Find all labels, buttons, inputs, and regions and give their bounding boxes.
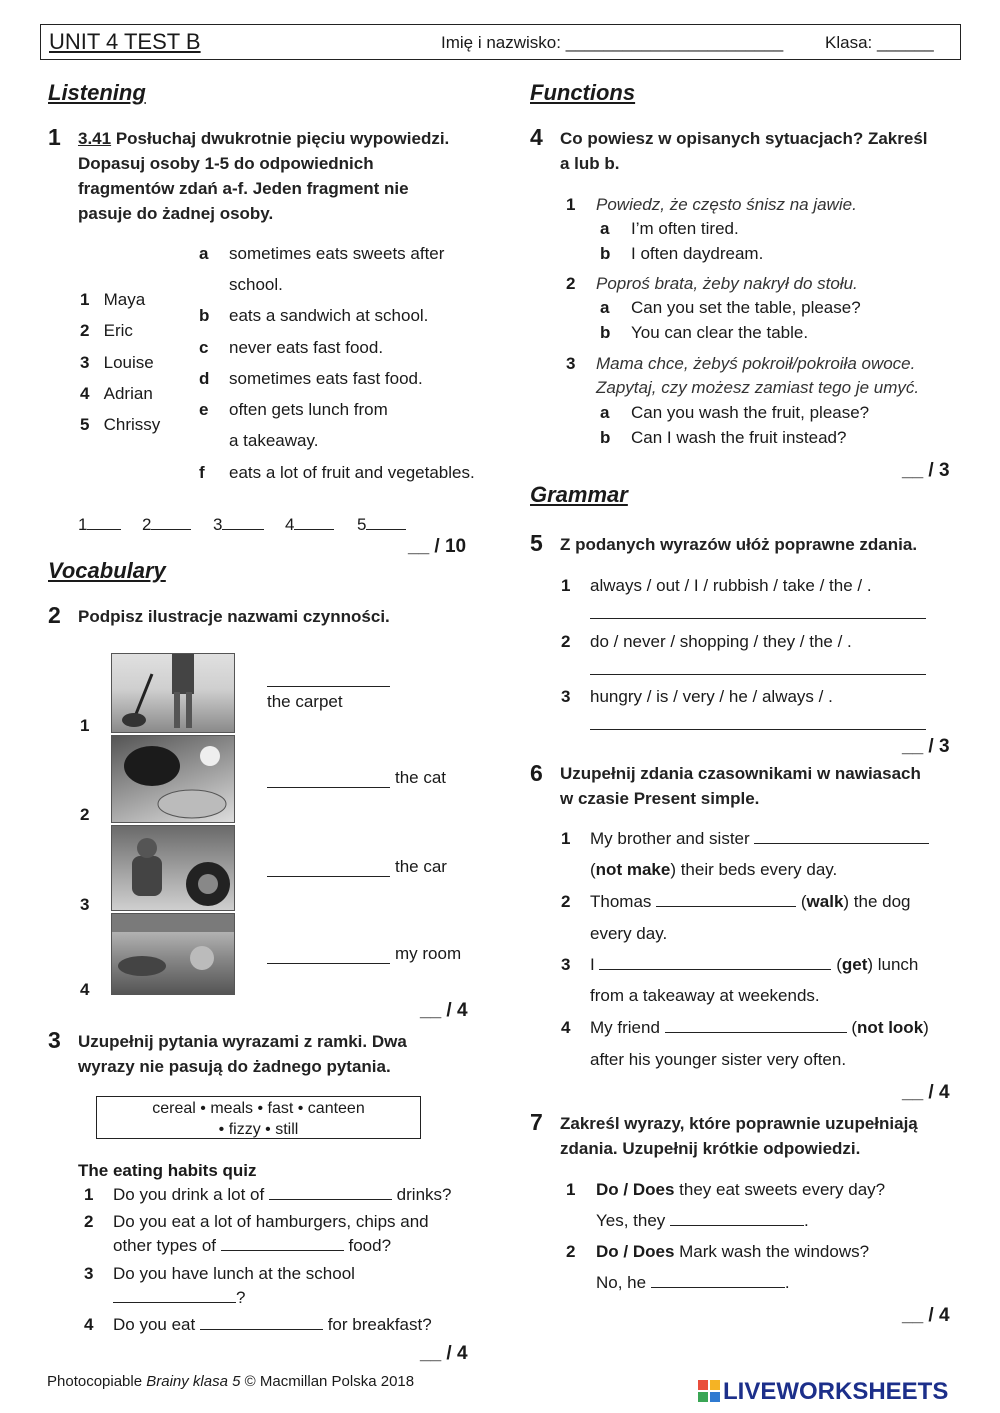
q4-option-3b[interactable]: Can I wash the fruit instead? (631, 428, 847, 447)
q3-item-2b: other types of food? (113, 1236, 392, 1255)
q5-score: __ / 3 (902, 736, 950, 757)
photo-washing-car (111, 825, 235, 911)
photo-feeding-cat (111, 735, 235, 823)
q3-blank-4[interactable] (200, 1329, 323, 1330)
answer-blank[interactable] (294, 529, 334, 530)
q6-blank-2[interactable] (656, 906, 796, 907)
answer-blank[interactable] (222, 529, 264, 530)
q2-object-2: the cat (395, 768, 447, 787)
q7-choice-1[interactable]: Do / Does (596, 1180, 675, 1199)
q2-blank-4[interactable] (267, 963, 390, 964)
photo-tidying-room (111, 913, 235, 995)
q5-words-1: always / out / I / rubbish / take / the / . (590, 576, 872, 595)
q4-situation-2: Poproś brata, żeby nakrył do stołu. (596, 274, 858, 293)
q2-instruction: Podpisz ilustracje nazwami czynności. (78, 607, 390, 626)
person-name: Eric (103, 321, 133, 340)
q6-instruction: Uzupełnij zdania czasownikami w nawiasach w czasie Present simple. (560, 764, 921, 808)
q3-item-3: Do you have lunch at the school (113, 1264, 355, 1283)
person-name: Chrissy (103, 415, 161, 434)
q1-number: 1 (48, 124, 61, 150)
q3-item-4: Do you eat for breakfast? (113, 1315, 432, 1334)
q2-blank-2[interactable] (267, 787, 390, 788)
q7-blank-1[interactable] (670, 1225, 804, 1226)
q5-instruction: Z podanych wyrazów ułóż poprawne zdania. (560, 535, 918, 554)
q3-score: __ / 4 (420, 1343, 468, 1364)
section-vocabulary: Vocabulary (48, 558, 166, 583)
q4-situation-3b: Zapytaj, czy możesz zamiast tego je umyć. (596, 378, 920, 397)
option-text: sometimes eats sweets after (229, 244, 445, 263)
q6-item-1: My brother and sister (590, 829, 929, 849)
q3-instruction: Uzupełnij pytania wyrazami z ramki. Dwa wyrazy nie pasują do żadnego pytania. (78, 1032, 407, 1076)
q3-blank-2[interactable] (221, 1250, 344, 1251)
section-listening: Listening (48, 80, 146, 105)
q7-number: 7 (530, 1109, 543, 1135)
q7-choice-2[interactable]: Do / Does (596, 1242, 675, 1261)
answer-blank[interactable] (87, 529, 121, 530)
room-icon (112, 914, 235, 995)
header-box (40, 24, 961, 60)
q6-item-4b: after his younger sister very often. (590, 1050, 847, 1069)
q1-track: 3.41 (78, 129, 112, 148)
liveworksheets-logo[interactable]: LIVEWORKSHEETS (698, 1378, 948, 1406)
q5-words-3: hungry / is / very / he / always / . (590, 687, 833, 706)
q6-item-2b: every day. (590, 924, 668, 943)
q7-blank-2[interactable] (651, 1287, 785, 1288)
q1-instruction: 3.41 Posłuchaj dwukrotnie pięciu wypowiedzi. Dopasuj osoby 1-5 do odpowiednich fragmentów zdań a-f. Jeden fragment nie pasuje do żadnej osoby. (78, 129, 450, 223)
q2-blank-1[interactable] (267, 686, 390, 687)
answer-blank[interactable] (366, 529, 406, 530)
q7-item-1: Do / Does they eat sweets every day? (596, 1180, 886, 1199)
q6-blank-1[interactable] (754, 843, 929, 844)
q6-blank-3[interactable] (599, 969, 831, 970)
answer-blank[interactable] (151, 529, 191, 530)
q5-answer-line-2[interactable] (590, 674, 926, 675)
cat-icon (112, 736, 235, 823)
q4-situation-1: Powiedz, że często śnisz na jawie. (596, 195, 857, 214)
section-functions: Functions (530, 80, 636, 105)
q5-number: 5 (530, 530, 543, 556)
q6-item-1b: (not make) their beds every day. (590, 860, 838, 879)
test-title: UNIT 4 TEST B (49, 29, 201, 54)
q4-option-2a[interactable]: Can you set the table, please? (631, 298, 861, 317)
q4-instruction: Co powiesz w opisanych sytuacjach? Zakreśl a lub b. (560, 129, 928, 173)
photo-vacuuming (111, 653, 235, 733)
q6-item-3b: from a takeaway at weekends. (590, 986, 820, 1005)
q6-item-4: My friend (not look) (590, 1018, 929, 1037)
car-icon (112, 826, 235, 911)
q2-object-3: the car (395, 857, 447, 876)
class-label: Klasa: ______ (825, 33, 934, 52)
q4-option-1b[interactable]: I often daydream. (631, 244, 764, 263)
q3-item-2: Do you eat a lot of hamburgers, chips and (113, 1212, 429, 1231)
word-box: cereal • meals • fast • canteen • fizzy • still (96, 1096, 421, 1139)
q3-blank-3[interactable] (113, 1302, 236, 1303)
option-text: eats a sandwich at school. (229, 306, 429, 325)
vacuum-icon (112, 654, 235, 733)
q6-blank-4[interactable] (665, 1032, 847, 1033)
q7-score: __ / 4 (902, 1305, 950, 1326)
section-grammar: Grammar (530, 482, 628, 507)
q2-object-1: the carpet (267, 692, 343, 711)
q2-object-4: my room (395, 944, 462, 963)
option-text: a takeaway. (229, 431, 319, 450)
person-name: Adrian (103, 384, 153, 403)
q1-score: __ / 10 (408, 536, 467, 557)
q7-answer-1: Yes, they . (596, 1211, 809, 1230)
footer-copyright: Photocopiable Brainy klasa 5 © Macmillan Polska 2018 (47, 1373, 415, 1390)
q6-item-2: Thomas (walk) the dog (590, 892, 911, 911)
q7-answer-2: No, he . (596, 1273, 790, 1292)
q4-option-2b[interactable]: You can clear the table. (631, 323, 809, 342)
q2-blank-3[interactable] (267, 876, 390, 877)
q6-number: 6 (530, 760, 543, 786)
q4-option-3a[interactable]: Can you wash the fruit, please? (631, 403, 870, 422)
person-name: Louise (103, 353, 154, 372)
name-label: Imię i nazwisko: _______________________ (441, 33, 784, 52)
q6-item-3: I (get) lunch (590, 955, 919, 974)
q5-answer-line-1[interactable] (590, 618, 926, 619)
q7-instruction: Zakreśl wyrazy, które poprawnie uzupełniają zdania. Uzupełnij krótkie odpowiedzi. (560, 1114, 918, 1158)
q4-score: __ / 3 (902, 460, 950, 481)
option-text: school. (229, 275, 283, 294)
q5-words-2: do / never / shopping / they / the / . (590, 632, 852, 651)
quiz-title: The eating habits quiz (78, 1161, 257, 1180)
q4-number: 4 (530, 124, 543, 150)
option-text: sometimes eats fast food. (229, 369, 423, 388)
q5-answer-line-3[interactable] (590, 729, 926, 730)
q3-number: 3 (48, 1027, 61, 1053)
option-text: often gets lunch from (229, 400, 388, 419)
q4-situation-3: Mama chce, żebyś pokroił/pokroiła owoce. (596, 354, 916, 373)
q2-score: __ / 4 (420, 1000, 468, 1021)
q3-item-3b: ? (113, 1288, 245, 1308)
q4-option-1a[interactable]: I’m often tired. (631, 219, 739, 238)
logo-grid-icon (698, 1380, 720, 1402)
option-text: eats a lot of fruit and vegetables. (229, 463, 475, 482)
person-name: Maya (103, 290, 146, 309)
q3-item-1: Do you drink a lot of drinks? (113, 1185, 452, 1204)
q2-number: 2 (48, 602, 61, 628)
option-text: never eats fast food. (229, 338, 384, 357)
q6-score: __ / 4 (902, 1082, 950, 1103)
q3-blank-1[interactable] (269, 1199, 392, 1200)
q7-item-2: Do / Does Mark wash the windows? (596, 1242, 870, 1261)
